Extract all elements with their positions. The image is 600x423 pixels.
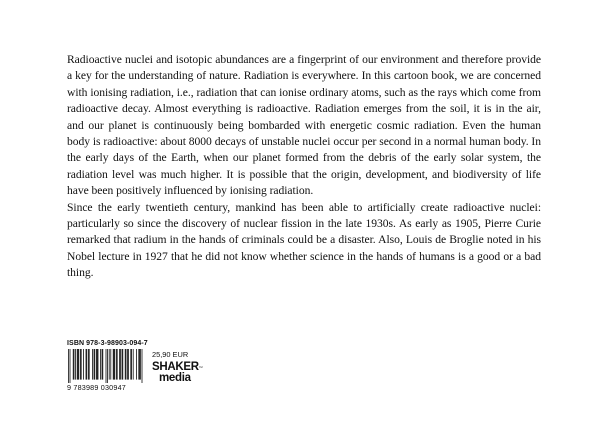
isbn-label: ISBN 978-3-98903-094-7 — [67, 340, 148, 347]
barcode-bar — [86, 349, 87, 380]
barcode-bar — [122, 349, 123, 380]
barcode-bar — [81, 349, 82, 380]
barcode-bar — [126, 349, 127, 380]
barcode-bar — [92, 349, 93, 380]
barcode-bar — [107, 349, 108, 383]
barcode-bar — [119, 349, 120, 380]
barcode-bar — [100, 349, 101, 380]
barcode-bar — [122, 349, 123, 380]
barcode-bar — [73, 349, 74, 380]
barcode-bar — [78, 349, 79, 380]
barcode-bar — [102, 349, 103, 380]
barcode-bar — [96, 349, 97, 380]
barcode-bar — [78, 349, 79, 380]
barcode-bar — [102, 349, 103, 380]
barcode-bar — [131, 349, 132, 380]
barcode-bar — [110, 349, 111, 380]
barcode-bar — [140, 349, 141, 380]
barcode-bar — [114, 349, 115, 380]
barcode-bar — [139, 349, 140, 380]
barcode-bar — [114, 349, 115, 380]
barcode-bar — [130, 349, 131, 380]
barcode-bar — [97, 349, 98, 380]
trademark-mark: ™ — [198, 365, 203, 370]
barcode-bar — [109, 349, 110, 380]
barcode-bar — [70, 349, 71, 383]
barcode-bar — [86, 349, 87, 380]
barcode-bar — [88, 349, 89, 380]
barcode-bar — [77, 349, 78, 380]
barcode-bar — [117, 349, 118, 380]
barcode-bar — [116, 349, 117, 380]
publisher-logo-line-2: media — [159, 372, 191, 384]
barcode-bar — [80, 349, 81, 380]
barcode-bar — [98, 349, 99, 380]
barcode-bar — [83, 349, 84, 380]
barcode-bar — [142, 349, 143, 383]
barcode-bar — [120, 349, 121, 380]
publisher-logo — [152, 361, 203, 384]
barcode-bar — [68, 349, 69, 383]
barcode-digits: 9 783989 030947 — [67, 383, 126, 392]
barcode-bar — [74, 349, 75, 380]
barcode-bar — [75, 349, 76, 380]
barcode-bar — [128, 349, 129, 380]
barcode-bar — [106, 349, 107, 383]
blurb-paragraph-1: Radioactive nuclei and isotopic abundances are a fingerprint of our environment and therefore provide a key for the understanding of nature. Radiation is everywhere. In this cartoon book, we are concerned with ionising radiation, i.e., radiation that can ionise ordinary atoms, such as the rays which come from radioactive decay. Almost everything is radioactive. Radiation emerges from the soil, it is in the air, and our planet is continuously being bombarded with energetic cosmic radiation. Even the human body is radioactive: about 8000 decays of unstable nuclei occur per second in a normal human body. In the early days of the Earth, when our planet formed from the debris of the early solar system, the radiation level was much higher. It is possible that the origin, development, and biodiversity of life have been positively influenced by ionising radiation. — [67, 53, 541, 198]
barcode-bar — [127, 349, 128, 380]
barcode — [68, 349, 144, 383]
barcode-bar — [125, 349, 126, 380]
publisher-logo-line-1: SHAKER — [152, 361, 199, 373]
barcode-bar — [136, 349, 137, 380]
blurb-paragraph-2: Since the early twentieth century, mankind has been able to artificially create radioactive nuclei: particularly so since the discovery of nuclear fission in the late 1930s. As early as 1905, Pierre Curie remarked that radium in the hands of criminals could be a disaster. Also, Louis de Broglie noted in his Nobel lecture in 1927 that he did not know whether science in the hands of humans is a good or a bad thing. — [67, 200, 541, 280]
barcode-bar — [89, 349, 90, 380]
barcode-bar — [138, 349, 139, 380]
barcode-bar — [94, 349, 95, 380]
barcode-bar — [133, 349, 134, 380]
price-label: 25,90 EUR — [152, 350, 189, 359]
back-cover-blurb — [67, 52, 541, 282]
barcode-bar — [113, 349, 114, 380]
barcode-bar — [94, 349, 95, 380]
